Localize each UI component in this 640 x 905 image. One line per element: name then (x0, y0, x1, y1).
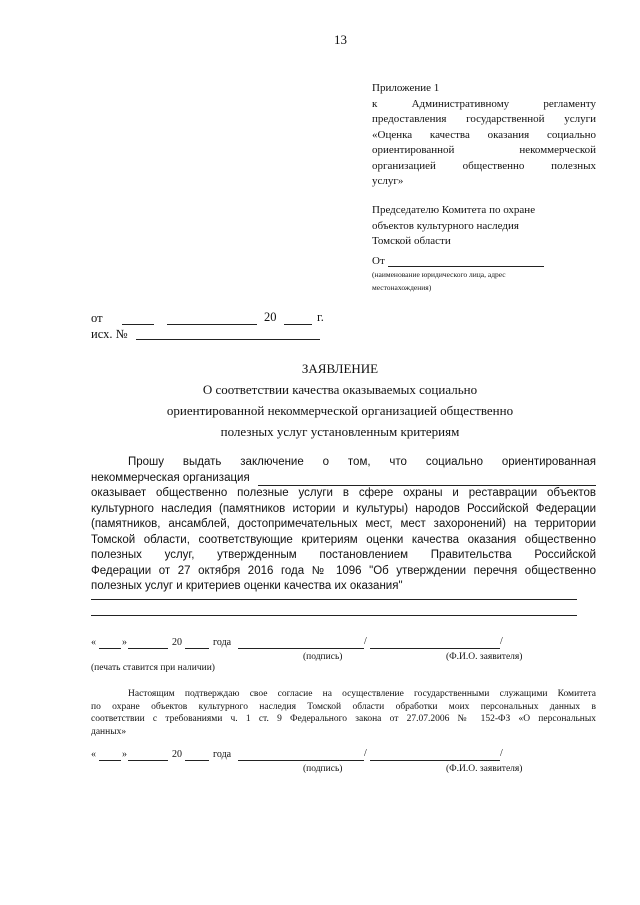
document-subtitle: О соответствии качества оказываемых социально (202, 382, 478, 397)
sig2-sign-label: (подпись) (303, 764, 343, 774)
date-month-line (167, 324, 257, 325)
sig1-slash: / (500, 636, 503, 647)
sig1-signature-line (238, 648, 364, 649)
body-line: Федерации от 27 октября 2016 года № 1096 "Об утверждении перечня общественно (91, 564, 596, 577)
appendix-line: услуг» (372, 175, 404, 187)
appendix-line: ориентированной некоммерческой (372, 144, 596, 156)
sig2-slash: / (500, 748, 503, 759)
ref-label: исх. № (91, 327, 128, 341)
sig1-name-line (370, 648, 500, 649)
sig1-year-suffix: года (213, 637, 232, 648)
addressee-line: Томской области (372, 235, 451, 247)
sig1-year-line (185, 648, 209, 649)
consent-line: данных» (91, 726, 127, 737)
addressee-block (372, 203, 535, 250)
document-heading: ЗАЯВЛЕНИЕ (301, 361, 379, 376)
body-line: культурного наследия (памятников истории и культуры) народов Российской Федерации (91, 502, 596, 515)
consent-line: Настоящим подтверждаю свое согласие на осуществление государственными служащими Комитета (128, 689, 596, 699)
date-year-line (284, 324, 312, 325)
sig1-slash: / (364, 636, 367, 647)
body-line-org (91, 471, 596, 487)
consent-text (91, 688, 596, 738)
title-block (140, 358, 540, 442)
ref-number-line (136, 339, 320, 340)
sig1-name-label: (Ф.И.О. заявителя) (446, 652, 523, 662)
sig2-signature-line (238, 760, 364, 761)
page-number: 13 (334, 32, 347, 47)
addressee-line: объектов культурного наследия (372, 219, 519, 232)
stamp-note: (печать ставится при наличии) (91, 663, 215, 673)
sig1-quote-close: » (122, 637, 127, 648)
date-day-line (122, 324, 154, 325)
appendix-line: предоставления государственной услуги (372, 113, 596, 125)
sig2-name-label: (Ф.И.О. заявителя) (446, 764, 523, 774)
sig1-day-line (99, 648, 121, 649)
sig2-year-suffix: года (213, 749, 232, 760)
sig2-day-line (99, 760, 121, 761)
from-label: От (372, 255, 385, 267)
appendix-line: организацией общественно полезных (372, 159, 596, 172)
body-line: (памятников, ансамблей, достопримечательных мест, мест захоронений) на территории (91, 518, 596, 530)
addressee-line: Председателю Комитета по охране (372, 204, 536, 216)
from-hint: местонахождения) (372, 283, 432, 292)
body-line: оказывает общественно полезные услуги в сфере охраны и реставрации объектов (91, 487, 596, 499)
date-year-prefix: 20 (264, 310, 277, 324)
sig2-quote-open: « (91, 749, 96, 760)
body-line: полезных услуг и критериев оценки качества их оказания" (91, 580, 403, 592)
sig1-quote-open: « (91, 637, 96, 648)
consent-line: соответствии с требованиями ч. 1 ст. 9 Федерального закона от 27.07.2006 № 152-ФЗ «О персональных (91, 714, 596, 724)
body-text (91, 455, 596, 595)
appendix-block (372, 81, 596, 190)
body-line: полезных услуг, утвержденным постановлением Правительства Российской (91, 549, 596, 561)
from-field-line (388, 266, 544, 267)
org-label: некоммерческая организация (91, 471, 250, 484)
sig1-month-line (128, 648, 168, 649)
body-line: Прошу выдать заключение о том, что социально ориентированная (128, 456, 596, 468)
consent-line: по охране объектов культурного наследия Томской области обработки моих персональных данных в (91, 701, 596, 712)
appendix-line: к Административному регламенту (372, 97, 596, 110)
blank-line (91, 615, 577, 616)
sig2-year-line (185, 760, 209, 761)
document-subtitle: ориентированной некоммерческой организацией общественно (166, 403, 514, 418)
appendix-line: Приложение 1 (372, 82, 440, 94)
org-name-line (258, 474, 596, 486)
sig1-year-prefix: 20 (172, 637, 182, 648)
sig2-name-line (370, 760, 500, 761)
date-year-suffix: г. (317, 310, 324, 324)
sig2-month-line (128, 760, 168, 761)
sig2-year-prefix: 20 (172, 749, 182, 760)
document-subtitle: полезных услуг установленным критериям (220, 424, 460, 439)
from-hint: (наименование юридического лица, адрес (372, 270, 506, 279)
appendix-line: «Оценка качества оказания социально (372, 128, 596, 141)
date-from-label: от (91, 311, 103, 325)
body-line: Томской области, соответствующие критериям оценки качества оказания общественно (91, 533, 596, 546)
sig2-slash: / (364, 748, 367, 759)
blank-line (91, 599, 577, 600)
sig2-quote-close: » (122, 749, 127, 760)
sig1-sign-label: (подпись) (303, 652, 343, 662)
